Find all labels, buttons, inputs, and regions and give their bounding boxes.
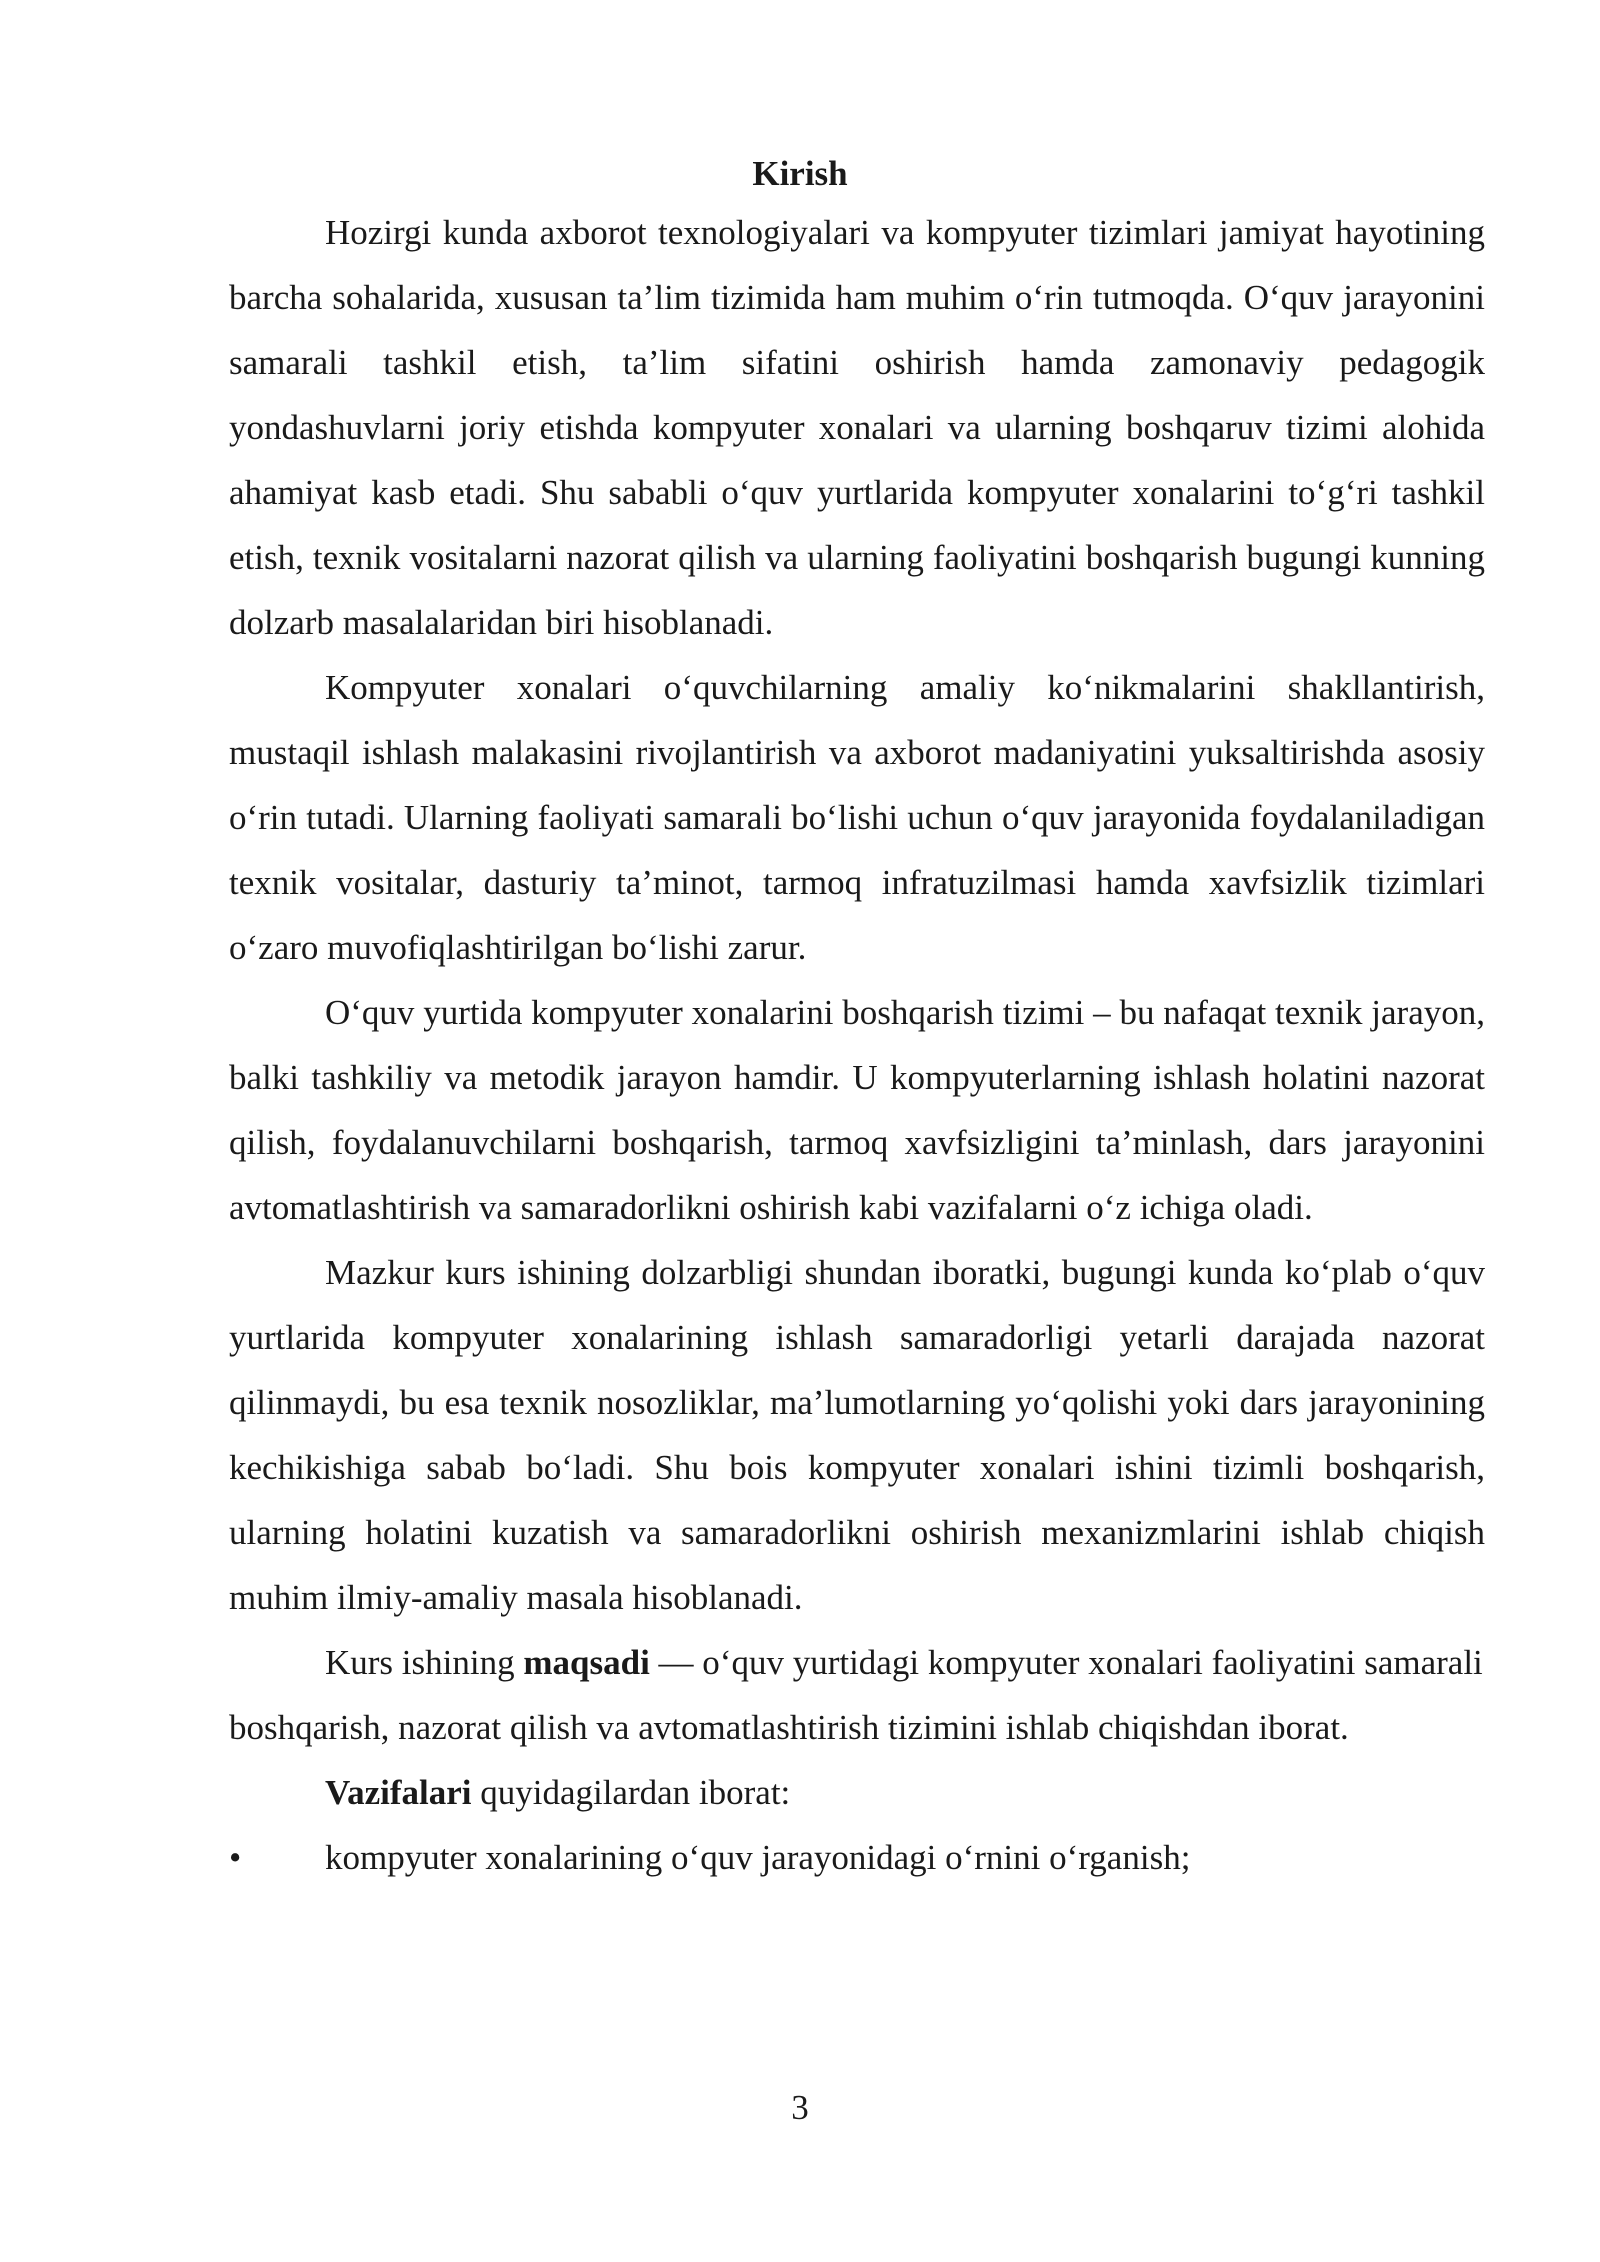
paragraph-relevance: Mazkur kurs ishining dolzarbligi shundan iboratki, bugungi kunda ko‘plab o‘quv yurtlarida kompyuter xonalarining ishlash samaradorligi yetarli darajada nazorat qilinmaydi, bu esa texnik nosozliklar, ma’lumotlarning yo‘qolishi yoki dars jarayonining kechikishiga sabab bo‘ladi. Shu bois kompyuter xonalari ishini tizimli boshqarish, ularning holatini kuzatish va samaradorlikni oshirish mexanizmlarini ishlab chiqish muhim ilmiy-amaliy masala hisoblanadi.: [229, 1253, 1485, 1617]
goal-keyword: maqsadi: [523, 1643, 650, 1682]
bullet-icon: •: [229, 1838, 242, 1877]
tasks-keyword: Vazifalari: [325, 1773, 472, 1812]
tasks-text: quyidagilardan iborat:: [480, 1773, 791, 1812]
goal-text: — o‘quv yurtidagi kompyuter xonalari faoliyatini samarali boshqarish, nazorat qilish va avtomatlashtirish tizimini ishlab chiqishdan iborat.: [229, 1643, 1483, 1747]
list-item-text: kompyuter xonalarining o‘quv jarayonidagi o‘rnini o‘rganish;: [325, 1838, 1191, 1877]
paragraph-tasks: [229, 1760, 1485, 1825]
paragraph-intro: Hozirgi kunda axborot texnologiyalari va kompyuter tizimlari jamiyat hayotining barcha sohalarida, xususan ta’lim tizimida ham muhim o‘rin tutmoqda. O‘quv jarayonini samarali tashkil etish, ta’lim sifatini oshirish hamda zamonaviy pedagogik yondashuvlarni joriy etishda kompyuter xonalari va ularning boshqaruv tizimi alohida ahamiyat kasb etadi. Shu sababli o‘quv yurtlarida kompyuter xonalarini to‘g‘ri tashkil etish, texnik vositalarni nazorat qilish va ularning faoliyatini boshqarish bugungi kunning dolzarb masalalaridan biri hisoblanadi.: [229, 213, 1485, 642]
goal-lead: Kurs ishining: [325, 1643, 515, 1682]
list-item: [229, 1825, 1485, 1890]
document-body: [229, 200, 1485, 1890]
paragraph-goal: [229, 1630, 1485, 1760]
paragraph-computer-rooms: Kompyuter xonalari o‘quvchilarning amaliy ko‘nikmalarini shakllantirish, mustaqil ishlash malakasini rivojlantirish va axborot madaniyatini yuksaltirishda asosiy o‘rin tutadi. Ularning faoliyati samarali bo‘lishi uchun o‘quv jarayonida foydalaniladigan texnik vositalar, dasturiy ta’minot, tarmoq infratuzilmasi hamda xavfsizlik tizimlari o‘zaro muvofiqlashtirilgan bo‘lishi zarur.: [229, 668, 1485, 967]
paragraph-management-system: O‘quv yurtida kompyuter xonalarini boshqarish tizimi – bu nafaqat texnik jarayon, balki tashkiliy va metodik jarayon hamdir. U kompyuterlarning ishlash holatini nazorat qilish, foydalanuvchilarni boshqarish, tarmoq xavfsizligini ta’minlash, dars jarayonini avtomatlashtirish va samaradorlikni oshirish kabi vazifalarni o‘z ichiga oladi.: [229, 993, 1485, 1227]
page-number: 3: [791, 2088, 809, 2127]
section-title: Kirish: [752, 154, 848, 193]
